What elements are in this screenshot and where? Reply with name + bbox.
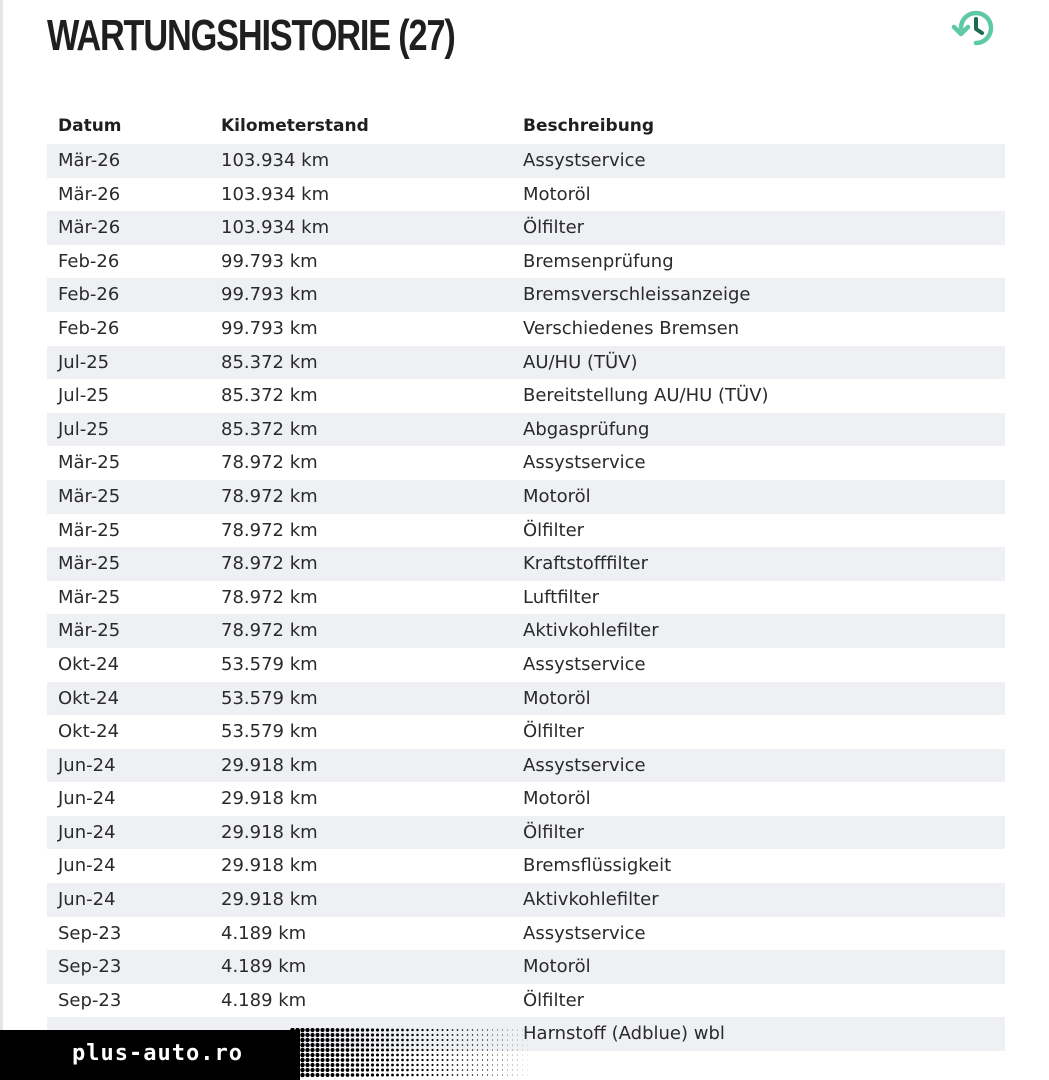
table-row bbox=[47, 413, 1005, 447]
table-row bbox=[47, 547, 1005, 581]
cell-date: Jun-24 bbox=[58, 754, 116, 776]
cell-mileage: 4.189 km bbox=[221, 989, 307, 1011]
cell-mileage: 29.918 km bbox=[221, 788, 318, 810]
cell-date: Mär-25 bbox=[58, 620, 121, 642]
table-row bbox=[47, 950, 1005, 984]
cell-description: Motoröl bbox=[523, 485, 591, 507]
table-row bbox=[47, 849, 1005, 883]
cell-date: Sep-23 bbox=[58, 989, 122, 1011]
cell-mileage: 85.372 km bbox=[221, 351, 318, 373]
cell-description: Ölfilter bbox=[523, 989, 585, 1011]
cell-date: Okt-24 bbox=[58, 653, 120, 675]
cell-date: Mär-26 bbox=[58, 150, 121, 171]
left-border bbox=[0, 0, 3, 1080]
table-header-row bbox=[47, 110, 1005, 144]
cell-mileage: 78.972 km bbox=[221, 519, 318, 541]
cell-description: Harnstoff (Adblue) wbl bbox=[523, 1023, 725, 1045]
cell-description: Ölfilter bbox=[523, 721, 585, 743]
cell-mileage: 4.189 km bbox=[221, 922, 307, 944]
cell-date: Mär-25 bbox=[58, 485, 121, 507]
cell-mileage: 78.972 km bbox=[221, 553, 318, 575]
table-row bbox=[47, 984, 1005, 1018]
cell-date: Jul-25 bbox=[58, 385, 110, 407]
cell-mileage: 78.972 km bbox=[221, 586, 318, 608]
cell-date: Mär-26 bbox=[58, 183, 121, 205]
cell-mileage: 103.934 km bbox=[221, 150, 330, 171]
cell-mileage: 78.972 km bbox=[221, 620, 318, 642]
cell-description: Abgasprüfung bbox=[523, 418, 650, 440]
cell-description: Motoröl bbox=[523, 956, 591, 978]
cell-date: Jul-25 bbox=[58, 351, 110, 373]
table-row bbox=[47, 648, 1005, 682]
table-row bbox=[47, 144, 1005, 178]
cell-description: Aktivkohlefilter bbox=[523, 889, 659, 911]
cell-date: Jun-24 bbox=[58, 855, 116, 877]
table-row bbox=[47, 211, 1005, 245]
cell-description: Bremsflüssigkeit bbox=[523, 855, 672, 877]
cell-description: Bremsverschleissanzeige bbox=[523, 284, 751, 306]
cell-date: Sep-23 bbox=[58, 922, 122, 944]
cell-mileage: 99.793 km bbox=[221, 284, 318, 306]
history-icon[interactable] bbox=[951, 3, 1001, 53]
table-row bbox=[47, 682, 1005, 716]
cell-date: Feb-26 bbox=[58, 284, 120, 306]
table-row bbox=[47, 446, 1005, 480]
cell-mileage: 78.972 km bbox=[221, 452, 318, 474]
page-title: WARTUNGSHISTORIE (27) bbox=[47, 11, 455, 60]
cell-description: Assystservice bbox=[523, 150, 646, 171]
cell-description: Luftfilter bbox=[523, 586, 600, 608]
table-row bbox=[47, 782, 1005, 816]
table-row bbox=[47, 715, 1005, 749]
cell-mileage: 29.918 km bbox=[221, 754, 318, 776]
cell-description: Verschiedenes Bremsen bbox=[523, 317, 740, 339]
cell-description: Assystservice bbox=[523, 653, 646, 675]
cell-mileage: 103.934 km bbox=[221, 183, 330, 205]
cell-mileage: 99.793 km bbox=[221, 250, 318, 272]
cell-mileage: 29.918 km bbox=[221, 889, 318, 911]
column-header-date: Datum bbox=[58, 116, 122, 136]
cell-date: Jun-24 bbox=[58, 821, 116, 843]
cell-description: Ölfilter bbox=[523, 519, 585, 541]
cell-mileage: 99.793 km bbox=[221, 317, 318, 339]
cell-description: Motoröl bbox=[523, 183, 591, 205]
cell-date: Jun-24 bbox=[58, 889, 116, 911]
table-row bbox=[47, 379, 1005, 413]
table-row bbox=[47, 581, 1005, 615]
cell-description: Aktivkohlefilter bbox=[523, 620, 659, 642]
column-header-mileage: Kilometerstand bbox=[221, 116, 369, 136]
cell-description: AU/HU (TÜV) bbox=[523, 351, 638, 373]
cell-date: Okt-24 bbox=[58, 687, 120, 709]
table-row bbox=[47, 312, 1005, 346]
cell-mileage: 85.372 km bbox=[221, 418, 318, 440]
cell-description: Ölfilter bbox=[523, 217, 585, 239]
cell-date: Mär-26 bbox=[58, 217, 121, 239]
brand-watermark-text: plus-auto.ro bbox=[72, 1041, 243, 1066]
cell-description: Assystservice bbox=[523, 922, 646, 944]
cell-mileage: 4.189 km bbox=[221, 956, 307, 978]
cell-description: Bereitstellung AU/HU (TÜV) bbox=[523, 385, 769, 407]
table-row bbox=[47, 917, 1005, 951]
maintenance-table bbox=[47, 110, 1005, 1051]
cell-description: Bremsenprüfung bbox=[523, 250, 674, 272]
cell-description: Assystservice bbox=[523, 452, 646, 474]
cell-date: Feb-26 bbox=[58, 317, 120, 339]
cell-mileage: 29.918 km bbox=[221, 855, 318, 877]
cell-date: Jun-24 bbox=[58, 788, 116, 810]
cell-description: Assystservice bbox=[523, 754, 646, 776]
cell-date: Jul-25 bbox=[58, 418, 110, 440]
table-row bbox=[47, 245, 1005, 279]
cell-description: Ölfilter bbox=[523, 821, 585, 843]
cell-date: Feb-26 bbox=[58, 250, 120, 272]
cell-mileage: 53.579 km bbox=[221, 687, 318, 709]
table-row bbox=[47, 816, 1005, 850]
cell-mileage: 78.972 km bbox=[221, 485, 318, 507]
table-row bbox=[47, 278, 1005, 312]
cell-description: Motoröl bbox=[523, 788, 591, 810]
table-row bbox=[47, 480, 1005, 514]
table-row bbox=[47, 514, 1005, 548]
table-row bbox=[47, 178, 1005, 212]
column-header-description: Beschreibung bbox=[523, 116, 655, 136]
cell-date: Mär-25 bbox=[58, 519, 121, 541]
cell-mileage: 29.918 km bbox=[221, 821, 318, 843]
cell-date: Mär-25 bbox=[58, 452, 121, 474]
cell-date: Okt-24 bbox=[58, 721, 120, 743]
cell-mileage: 85.372 km bbox=[221, 385, 318, 407]
cell-mileage: 103.934 km bbox=[221, 217, 330, 239]
cell-description: Kraftstofffilter bbox=[523, 553, 649, 575]
table-row bbox=[47, 346, 1005, 380]
cell-date: Mär-25 bbox=[58, 586, 121, 608]
cell-mileage: 53.579 km bbox=[221, 653, 318, 675]
halftone-pattern bbox=[290, 1028, 530, 1080]
table-row bbox=[47, 883, 1005, 917]
cell-date: Mär-25 bbox=[58, 553, 121, 575]
cell-date: Sep-23 bbox=[58, 956, 122, 978]
cell-mileage: 53.579 km bbox=[221, 721, 318, 743]
table-row bbox=[47, 749, 1005, 783]
cell-description: Motoröl bbox=[523, 687, 591, 709]
table-row bbox=[47, 614, 1005, 648]
